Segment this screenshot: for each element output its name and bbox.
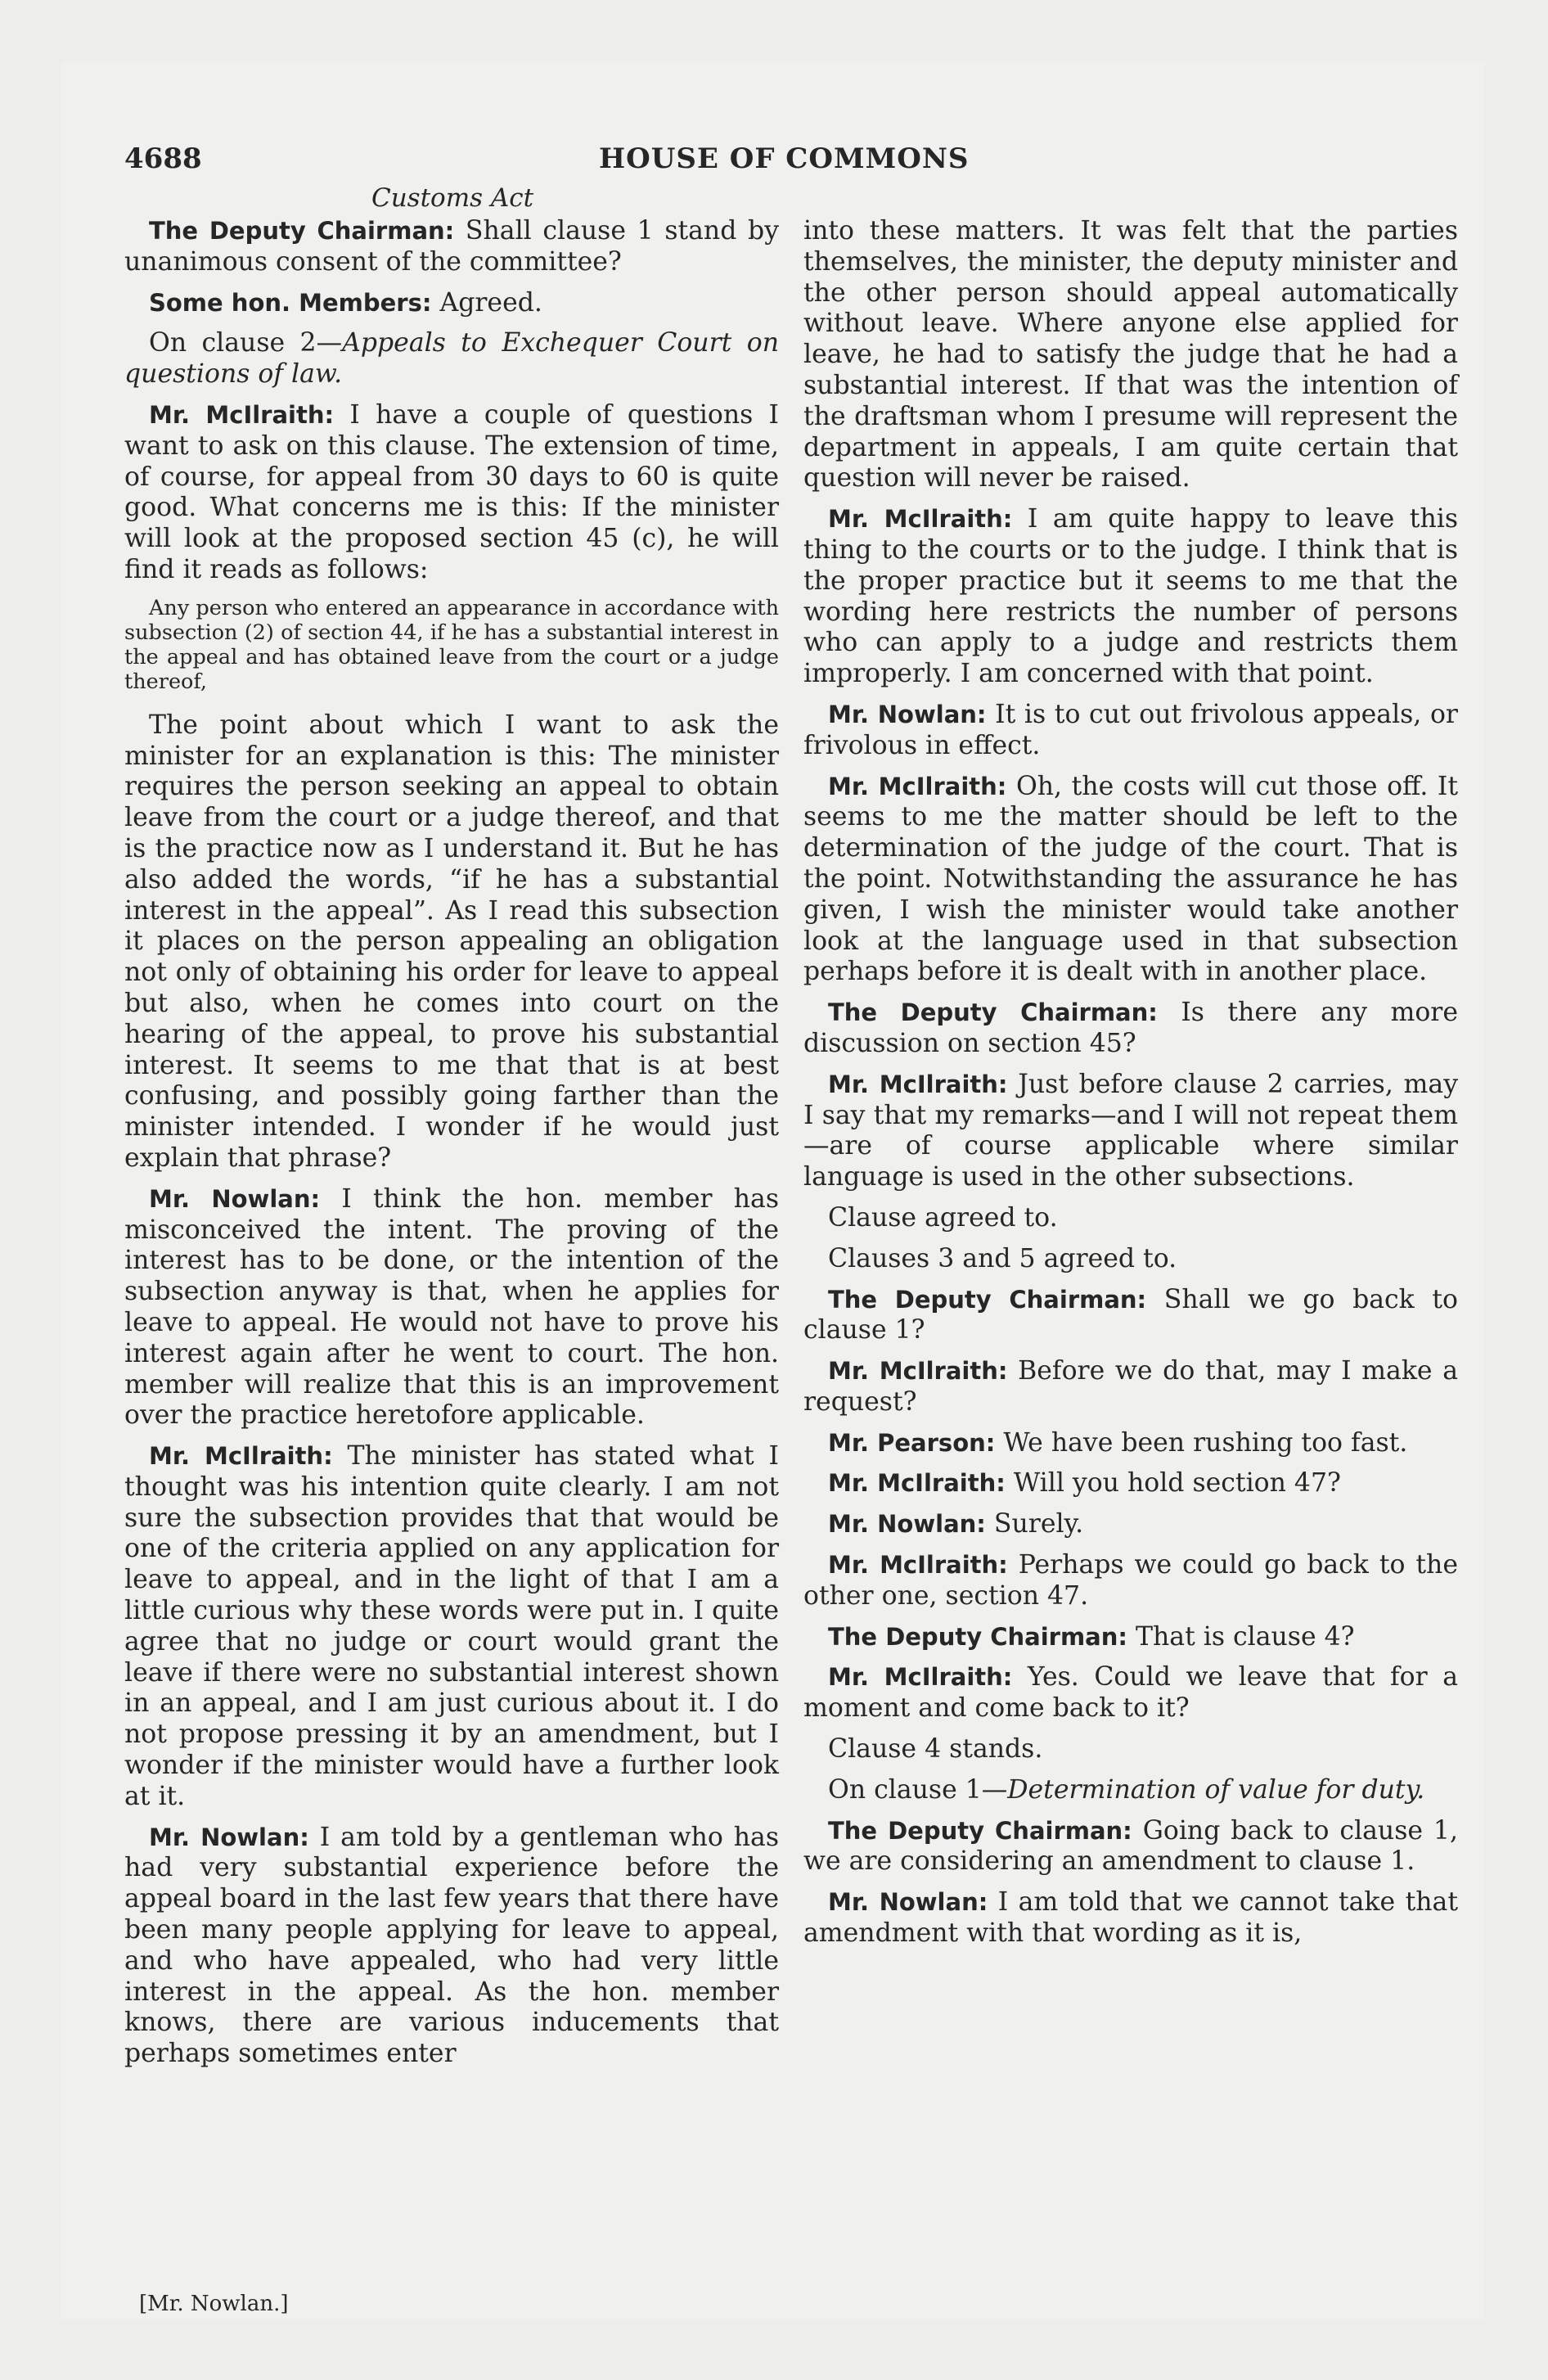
- paragraph: into these matters. It was felt that the parties themselves, the minister, the deputy minister and the other person should appeal automatically without leave. Where anyone else applied for leave, he had to satisfy the judge that he had a substantial interest. If that was the intention of the draftsman whom I presume will represent the department in appeals, I am quite certain that question will never be raised.: [803, 216, 1458, 494]
- paragraph: [803, 998, 1458, 1060]
- speaker-name: Mr. McIlraith:: [828, 1551, 1008, 1580]
- speech-text: Will you hold section 47?: [1005, 1468, 1341, 1499]
- paragraph: [803, 1468, 1458, 1499]
- speaker-name: The Deputy Chairman:: [149, 217, 455, 245]
- hansard-page: [124, 137, 1466, 2347]
- speaker-name: Mr. McIlraith:: [828, 1070, 1008, 1098]
- speaker-name: The Deputy Chairman:: [828, 1285, 1147, 1314]
- paragraph: [803, 1356, 1458, 1418]
- paragraph: [124, 288, 779, 319]
- paragraph: [803, 1509, 1458, 1540]
- procedural-note: Clauses 3 and 5 agreed to.: [828, 1243, 1177, 1273]
- speech-text: Is there any more discussion on section 45?: [803, 998, 1458, 1058]
- paragraph: [124, 1184, 779, 1431]
- speaker-name: Mr. Nowlan:: [149, 1184, 321, 1213]
- block-quote: Any person who entered an appearance in accordance with subsection (2) of section 44, if he has a substantial interest in the appeal and has obtained leave from the court or a judge thereof,: [124, 595, 779, 694]
- speech-text: Surely.: [985, 1509, 1084, 1539]
- speech-text: I am told by a gentleman who has had very substantial experience before the appeal board in the last few years that there have been many people applying for leave to appeal, and who have appealed, who had very little interest in the appeal. As the hon. member knows, there are various inducements that perhaps sometimes enter: [124, 1822, 779, 2069]
- speech-text: I am told that we cannot take that amendment with that wording as it is,: [803, 1887, 1458, 1949]
- paragraph: [803, 700, 1458, 762]
- speech-text: The minister has stated what I thought was his intention quite clearly. I am not sure the subsection provides that that would be one of the criteria applied on any application for leave to appeal, and in the light of that I am a little curious why these words were put in. I quite agree that no judge or court would grant the leave if there were no substantial interest shown in an appeal, and I am just curious about it. I do not propose pressing it by an amendment, but I wonder if the minister would have a further look at it.: [124, 1441, 780, 1811]
- speaker-name: Mr. Nowlan:: [828, 700, 987, 728]
- speaker-name: Mr. Nowlan:: [828, 1888, 988, 1917]
- page-footer: [Mr. Nowlan.]: [139, 2292, 289, 2316]
- speaker-name: Mr. McIlraith:: [828, 1357, 1008, 1386]
- paragraph: The point about which I want to ask the minister for an explanation is this: The minister requires the person seeking an appeal to obtain leave from the court or a judge thereof, and that is the practice now as I understand it. But he has also added the words, “if he has a substantial interest in the appeal”. As I read this subsection it places on the person appealing an obligation not only of obtaining his order for leave to appeal but also, when he comes into court on the hearing of the appeal, to prove his substantial interest. It seems to me that that is at best confusing, and possibly going farther than the minister intended. I wonder if he would just explain that phrase?: [124, 710, 779, 1173]
- speaker-name: Mr. McIlraith:: [149, 1442, 333, 1471]
- clause-title: Appeals to Exchequer Court on questions of law.: [124, 328, 779, 390]
- clause-title: Determination of value for duty.: [1007, 1774, 1425, 1805]
- paragraph: [803, 504, 1458, 690]
- speaker-name: Mr. McIlraith:: [828, 505, 1013, 534]
- speech-text: I think the hon. member has misconceived the intent. The proving of the interest has to be done, or the intention of the subsection anyway is that, when he applies for leave to appeal. He would not have to prove his interest again after he went to court. The hon. member will realize that this is an improvement over the practice heretofore applicable.: [124, 1183, 779, 1431]
- paragraph: [803, 772, 1458, 989]
- paragraph: [803, 1662, 1458, 1724]
- paragraph: [803, 1428, 1458, 1459]
- paragraph: [803, 1887, 1458, 1950]
- right-column: [803, 216, 1458, 1959]
- speaker-name: Mr. McIlraith:: [828, 772, 1007, 800]
- speaker-name: Some hon. Members:: [149, 288, 432, 317]
- paragraph: [803, 1622, 1458, 1653]
- speech-text: Going back to clause 1, we are considering an amendment to clause 1.: [803, 1815, 1458, 1877]
- left-column: [124, 216, 779, 2080]
- clause-label: On clause 2—: [149, 328, 343, 358]
- procedural-note: Clause agreed to.: [828, 1202, 1058, 1233]
- speech-text: We have been rushing too fast.: [995, 1427, 1408, 1458]
- paragraph: [803, 1816, 1458, 1878]
- speaker-name: Mr. Nowlan:: [149, 1823, 309, 1851]
- clause-heading: [803, 1775, 1458, 1806]
- speaker-name: The Deputy Chairman:: [828, 1816, 1132, 1845]
- page-title: HOUSE OF COMMONS: [599, 142, 970, 175]
- speaker-name: Mr. McIlraith:: [149, 400, 335, 429]
- paragraph: [124, 216, 779, 278]
- speaker-name: Mr. McIlraith:: [828, 1663, 1013, 1692]
- paragraph: [124, 1441, 779, 1813]
- speech-text: Oh, the costs will cut those off. It seems to me the matter should be left to the determination of the judge of the court. That is the point. Notwithstanding the assurance he has given, I wish the minister would take another look at the language used in that subsection perhaps before it is dealt with in another place.: [803, 771, 1458, 987]
- section-subtitle: Customs Act: [371, 183, 534, 213]
- page-number: 4688: [124, 142, 202, 175]
- speech-text: I am quite happy to leave this thing to the courts or to the judge. I think that is the proper practice but it seems to me that the wording here restricts the number of persons who can apply to a judge and restricts them improperly. I am concerned with that point.: [803, 504, 1458, 689]
- clause-heading: [124, 328, 779, 390]
- paragraph: [803, 1285, 1458, 1347]
- speaker-name: The Deputy Chairman:: [828, 998, 1158, 1027]
- clause-label: On clause 1—: [828, 1774, 1008, 1805]
- speech-text: That is clause 4?: [1127, 1621, 1355, 1652]
- speaker-name: The Deputy Chairman:: [828, 1622, 1127, 1651]
- speech-text: Yes. Could we leave that for a moment and come back to it?: [803, 1662, 1458, 1724]
- speaker-name: Mr. Nowlan:: [828, 1510, 986, 1539]
- speaker-name: Mr. Pearson:: [828, 1428, 996, 1457]
- speech-text: Agreed.: [431, 287, 542, 318]
- paragraph: [803, 1550, 1458, 1612]
- speech-text: Before we do that, may I make a request?: [803, 1356, 1458, 1417]
- paragraph: [124, 1823, 779, 2070]
- speaker-name: Mr. McIlraith:: [828, 1469, 1006, 1498]
- speech-text: Shall clause 1 stand by unanimous consent of the committee?: [124, 216, 779, 277]
- running-head: [124, 142, 1466, 183]
- paragraph: [124, 400, 779, 586]
- speech-text: Perhaps we could go back to the other one, section 47.: [803, 1550, 1458, 1611]
- speech-text: I have a couple of questions I want to ask on this clause. The extension of time, of course, for appeal from 30 days to 60 is quite good. What concerns me is this: If the minister will look at the proposed section 45 (c), he will find it reads as follows:: [124, 399, 779, 584]
- speech-text: Shall we go back to clause 1?: [803, 1284, 1458, 1346]
- speech-text: Just before clause 2 carries, may I say that my remarks—and I will not repeat them—are of course applicable where similar language is used in the other subsections.: [803, 1069, 1458, 1192]
- paragraph: [803, 1070, 1458, 1193]
- speech-text: It is to cut out frivolous appeals, or frivolous in effect.: [803, 699, 1458, 760]
- procedural-note: Clause 4 stands.: [828, 1734, 1043, 1765]
